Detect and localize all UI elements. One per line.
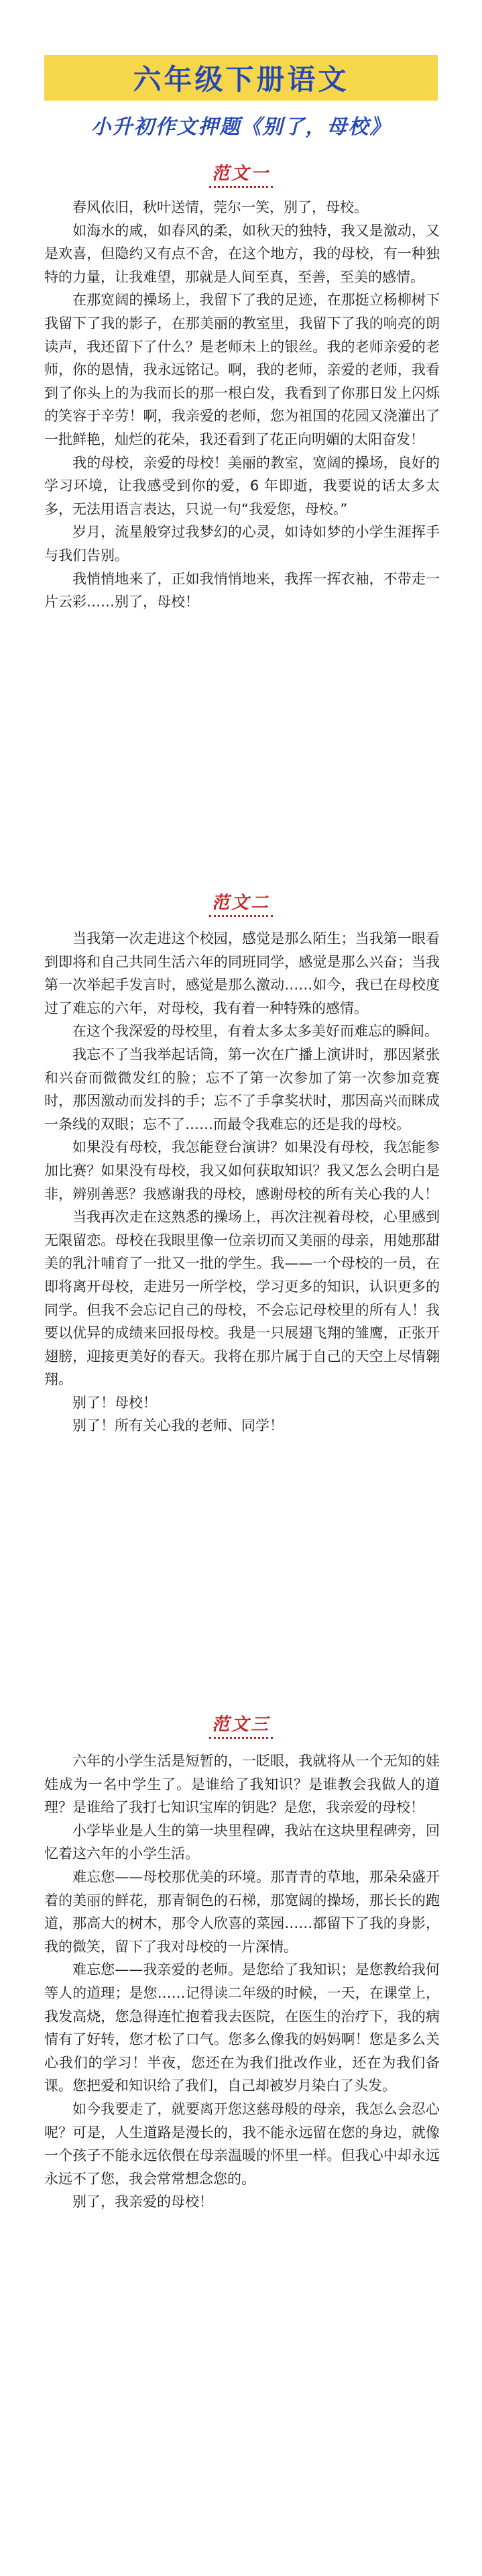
essay-1-paragraph: 春风依旧，秋叶送情，莞尔一笑，别了，母校。 bbox=[72, 199, 368, 215]
essay-2-paragraph: 别了！母校！ bbox=[72, 1394, 157, 1411]
essay-2-paragraph: 我忘不了当我举起话筒，第一次在广播上演讲时，那因紧张和兴奋而微微发红的脸；忘不了第一次参加了第一次参加竞赛时，那因激动而发抖的手；忘不了手拿奖状时，那因高兴而眯成一条线的双眼；忘不了……而最令我难忘的还是我的母校。 bbox=[44, 1046, 440, 1132]
essay-1-heading bbox=[0, 160, 482, 188]
essay-1-paragraph: 在那宽阔的操场上，我留下了我的足迹，在那挺立杨柳树下我留下了我的影子，在那美丽的教室里，我留下了我的响亮的朗读声，我还留下了什么？是老师未上的银丝。我的老师亲爱的老师，你的恩情，我永远铭记。啊，我的老师，亲爱的老师，我看到了你头上的为我而长的那一根白发，我看到了你那日发上闪烁的笑容于辛劳！啊，我亲爱的老师，您为祖国的花园又浇灌出了一批鲜艳，灿烂的花朵，我还看到了花正向明媚的太阳奋发！ bbox=[44, 292, 440, 447]
essay-1-paragraph: 如海水的咸，如春风的柔，如秋天的独特，我又是激动，又是欢喜，但隐约又有点不舍，在这个地方，我的母校，有一种独特的力量，让我难望，那就是人间至真，至善，至美的感情。 bbox=[44, 222, 440, 285]
essay-2-paragraph: 如果没有母校，我怎能登台演讲？如果没有母校，我怎能参加比赛？如果没有母校，我又如何获取知识？我又怎么会明白是非，辨别善恶？我感谢我的母校，感谢母校的所有关心我的人！ bbox=[44, 1139, 440, 1202]
essay-1-heading-text: 范文一 bbox=[209, 160, 273, 188]
page-title: 六年级下册语文 bbox=[133, 63, 349, 96]
essay-1-paragraph: 我悄悄地来了，正如我悄悄地来，我挥一挥衣袖，不带走一片云彩……别了，母校！ bbox=[44, 570, 440, 610]
essay-1-paragraph: 我的母校，亲爱的母校！美丽的教室，宽阔的操场，良好的学习环境，让我感受到你的爱，6 年即逝，我要说的话太多太多，无法用语言表达，只说一句“我爱您，母校。” bbox=[44, 454, 440, 517]
essay-2-paragraph: 当我再次走在这熟悉的操场上，再次注视着母校，心里感到无限留恋。母校在我眼里像一位亲切而又美丽的母亲，用她那甜美的乳汁哺育了一批又一批的学生。我——一个母校的一员，在即将离开母校，走进另一所学校，学习更多的知识，认识更多的同学。但我不会忘记自己的母校，不会忘记母校里的所有人！我要以优异的成绩来回报母校。我是一只展翅飞翔的雏鹰，正张开翅膀，迎接更美好的春天。我将在那片属于自己的天空上尽情翱翔。 bbox=[44, 1209, 440, 1388]
essay-3-paragraph: 别了，我亲爱的母校！ bbox=[72, 2194, 213, 2210]
essay-3-heading bbox=[0, 1711, 482, 1739]
essay-3-paragraph: 难忘您——我亲爱的老师。是您给了我知识；是您教给我何等人的道理；是您……记得读二年级的时候，一天，在课堂上，我发高烧，您急得连忙抱着我去医院，在医生的治疗下，我的病情有了好转，您才松了口气。您多么像我的妈妈啊！您是多么关心我们的学习！半夜，您还在为我们批改作业，还在为我们备课。您把爱和知识给了我们，自己却被岁月染白了头发。 bbox=[44, 1962, 440, 2094]
essay-3-paragraph: 小学毕业是人生的第一块里程碑，我站在这块里程碑旁，回忆着这六年的小学生活。 bbox=[44, 1822, 440, 1862]
essay-2-paragraph: 当我第一次走进这个校园，感觉是那么陌生；当我第一眼看到即将和自己共同生活六年的同班同学，感觉是那么兴奋；当我第一次举起手发言时，感觉是那么激动……如今，我已在母校度过了难忘的六年，对母校，我有着一种特殊的感情。 bbox=[44, 930, 440, 1016]
essay-3-paragraph: 难忘您——母校那优美的环境。那青青的草地，那朵朵盛开着的美丽的鲜花，那青铜色的石梯，那宽阔的操场，那长长的跑道，那高大的树木，那令人欣喜的菜园……都留下了我的身影，我的微笑，留下了我对母校的一片深情。 bbox=[44, 1868, 440, 1955]
essay-1-body bbox=[44, 196, 440, 614]
essay-2-body bbox=[44, 927, 440, 1438]
essay-3-paragraph: 如今我要走了，就要离开您这慈母般的母亲，我怎么会忍心呢？可是，人生道路是漫长的，我不能永远留在您的身边，就像一个孩子不能永远依偎在母亲温暖的怀里一样。但我心中却永远永远不了您，我会常常想念您的。 bbox=[44, 2100, 440, 2187]
essay-1-paragraph: 岁月，流星般穿过我梦幻的心灵，如诗如梦的小学生涯挥手与我们告别。 bbox=[44, 524, 440, 564]
essay-2-heading-text: 范文二 bbox=[209, 889, 273, 917]
essay-3-heading-text: 范文三 bbox=[209, 1711, 273, 1739]
essay-3-paragraph: 六年的小学生活是短暂的，一眨眼，我就将从一个无知的娃娃成为一名中学生了。是谁给了我知识？是谁教会我做人的道理？是谁给了我打七知识宝库的钥匙？是您，我亲爱的母校！ bbox=[44, 1753, 440, 1816]
essay-2-paragraph: 别了！所有关心我的老师、同学！ bbox=[72, 1417, 284, 1434]
essay-2-paragraph: 在这个我深爱的母校里，有着太多太多美好而难忘的瞬间。 bbox=[72, 1023, 438, 1040]
essay-3-body bbox=[44, 1750, 440, 2214]
page-subtitle: 小升初作文押题《别了，母校》 bbox=[91, 115, 391, 139]
essay-2-heading bbox=[0, 889, 482, 917]
title-banner bbox=[44, 55, 438, 101]
